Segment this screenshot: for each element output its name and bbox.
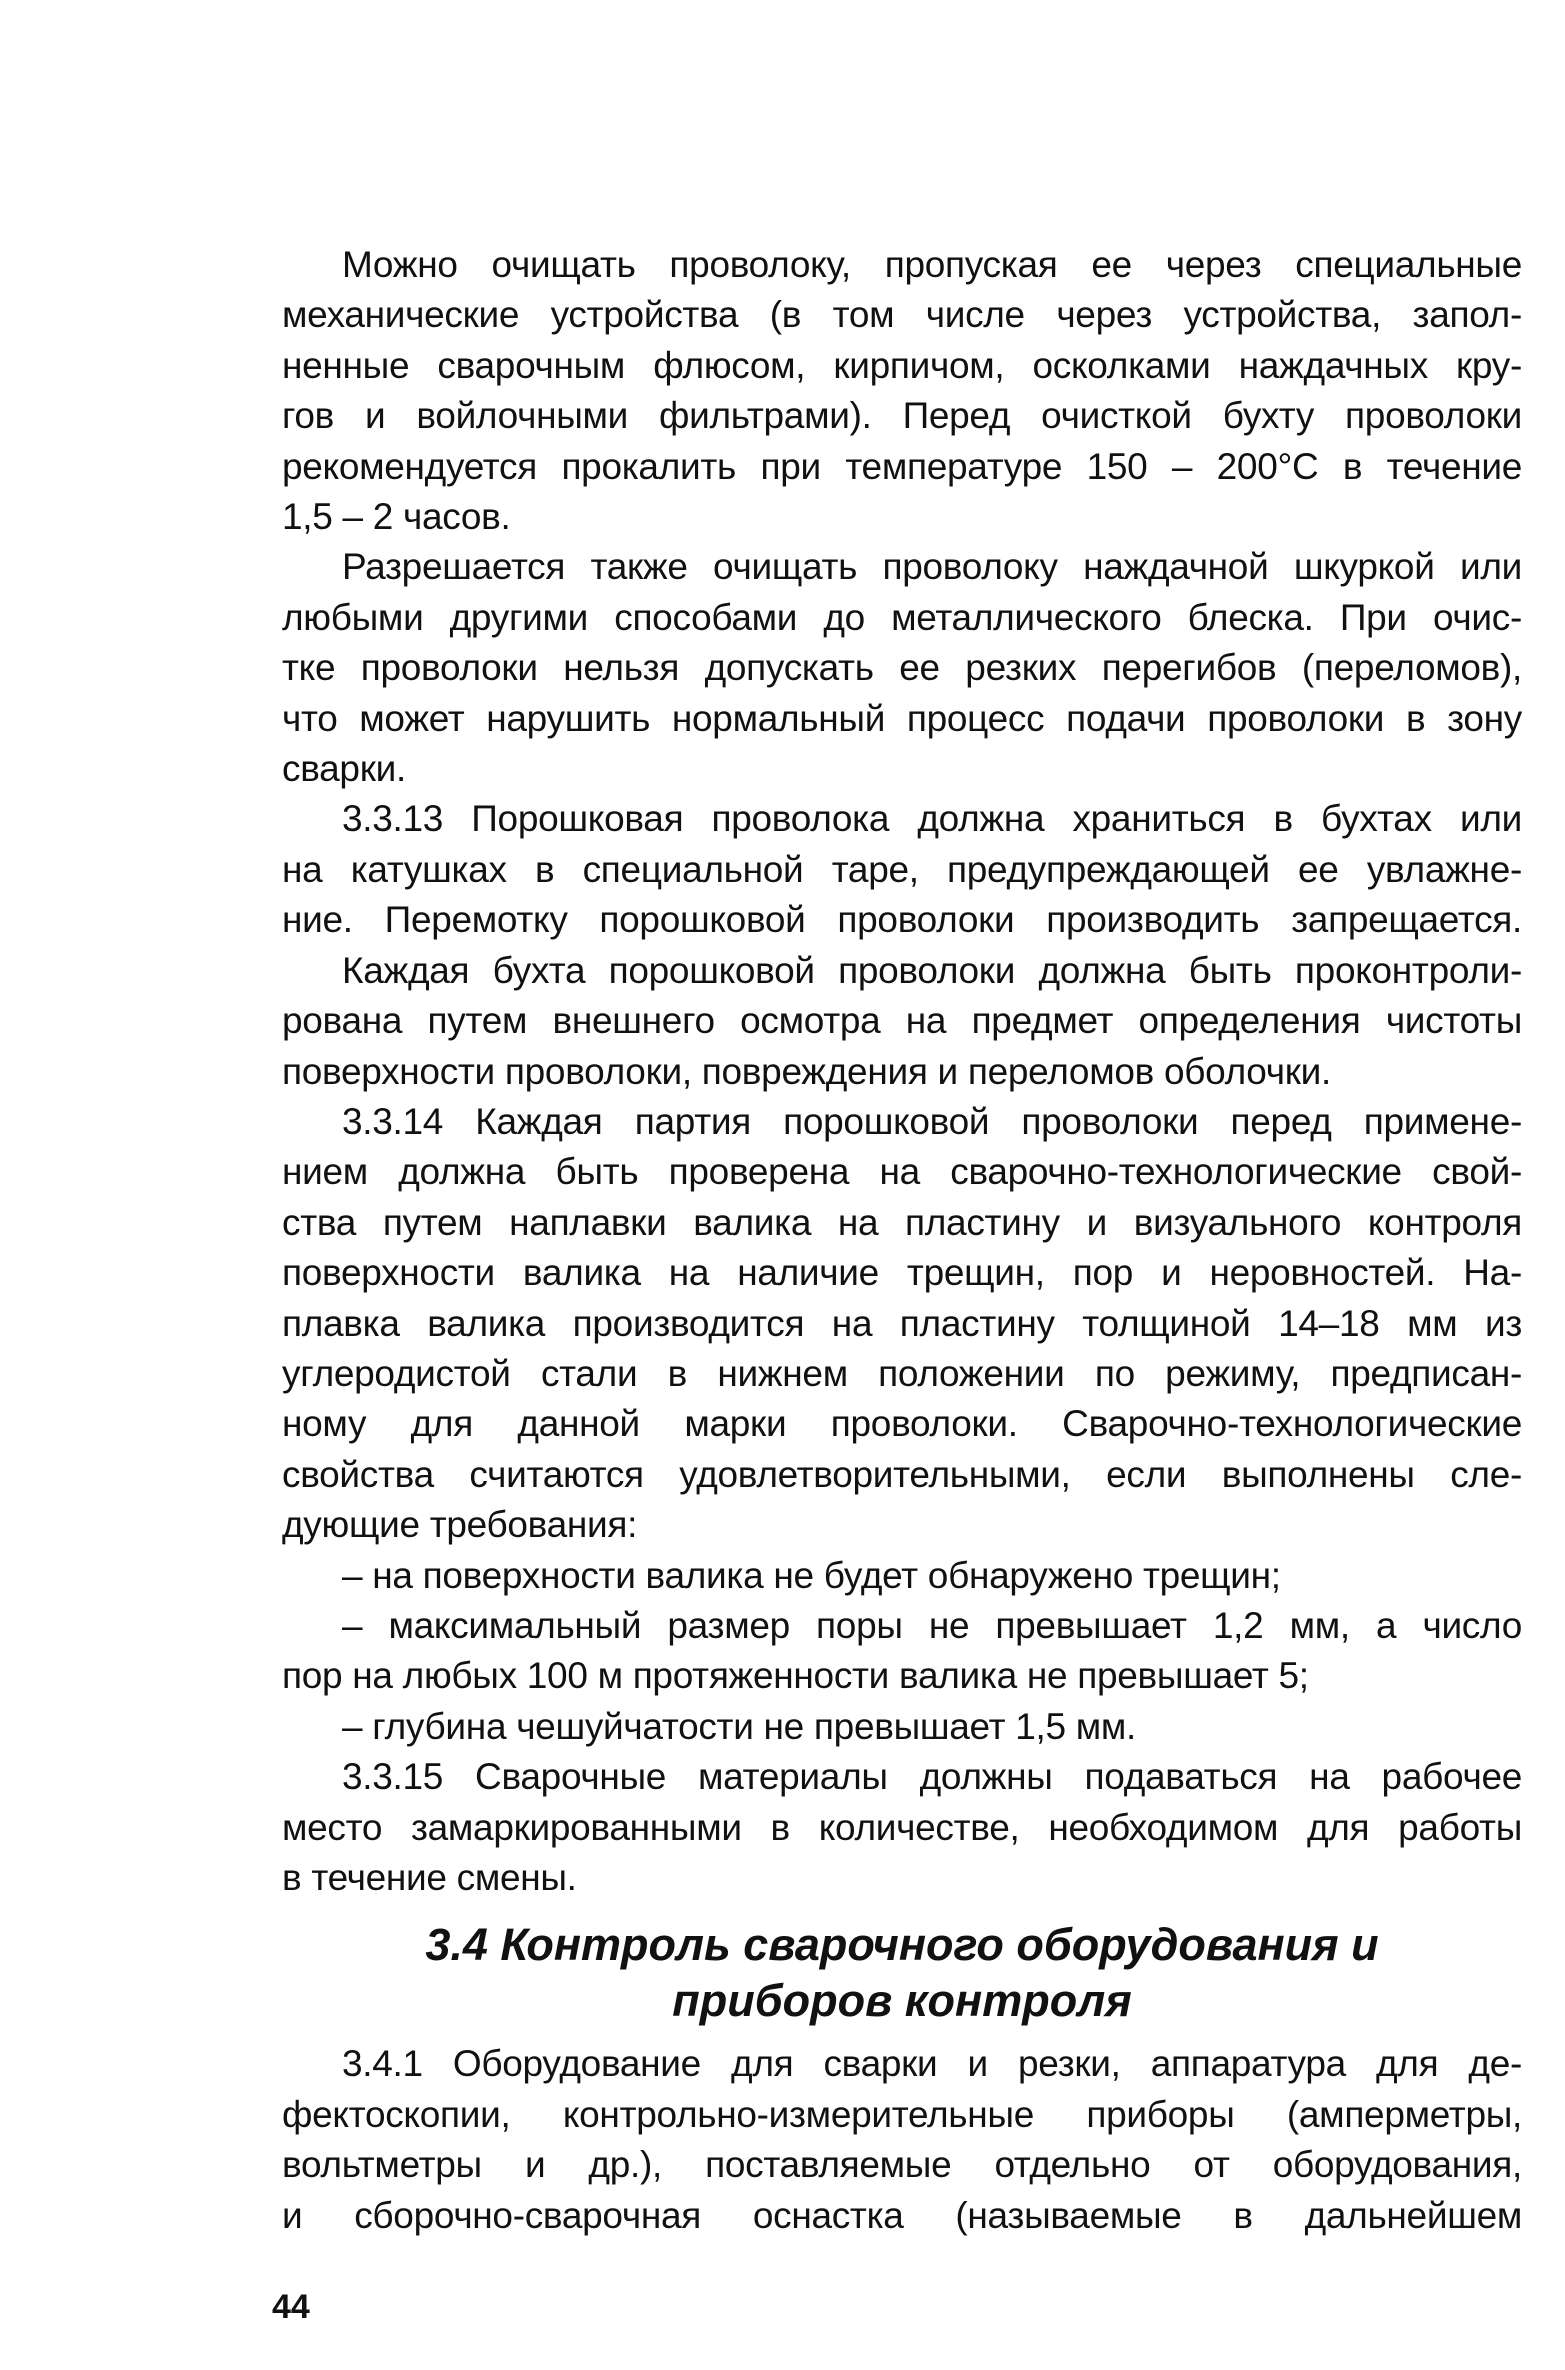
text-line: гов и войлочными фильтрами). Перед очисткой бухту проволоки [282,395,1522,437]
heading-line: 3.4 Контроль сварочного оборудования и [425,1919,1379,1971]
text-line: ненные сварочным флюсом, кирпичом, осколками наждачных кру- [282,344,1522,386]
text-line: что может нарушить нормальный процесс подачи проволоки в зону [282,697,1522,739]
text-line: любыми другими способами до металлического блеска. При очис- [282,596,1522,638]
text-line: ние. Перемотку порошковой проволоки производить запрещается. [282,899,1522,941]
text-line: – на поверхности валика не будет обнаружено трещин; [342,1554,1281,1596]
text-line: 3.3.14 Каждая партия порошковой проволоки перед примене- [342,1100,1522,1142]
paragraph-3-3-13 [282,794,1522,945]
requirement-scaling-depth [282,1702,1522,1752]
text-line: ства путем наплавки валика на пластину и визуального контроля [282,1201,1522,1243]
text-line: поверхности проволоки, повреждения и переломов оболочки. [282,1050,1331,1092]
heading-line: приборов контроля [672,1975,1132,2027]
text-line: 3.3.13 Порошковая проволока должна храниться в бухтах или [342,798,1522,840]
text-line: 3.4.1 Оборудование для сварки и резки, аппаратура для де- [342,2043,1522,2085]
text-line: вольтметры и др.), поставляемые отдельно от оборудования, [282,2144,1522,2186]
text-line: Разрешается также очищать проволоку наждачной шкуркой или [342,546,1522,588]
text-line: плавка валика производится на пластину толщиной 14–18 мм из [282,1302,1522,1344]
page-content [282,240,1522,2241]
paragraph-3-4-1 [282,2039,1522,2241]
text-line: – максимальный размер поры не превышает 1,2 мм, а число [342,1604,1522,1646]
text-line: рекомендуется прокалить при температуре 150 – 200°С в течение [282,445,1522,487]
text-line: в течение смены. [282,1857,577,1898]
text-line: поверхности валика на наличие трещин, пор и неровностей. На- [282,1252,1522,1294]
text-line: рована путем внешнего осмотра на предмет определения чистоты [282,1000,1522,1042]
text-line: на катушках в специальной таре, предупреждающей ее увлажне- [282,848,1522,890]
text-line: пор на любых 100 м протяженности валика не превышает 5; [282,1655,1309,1697]
text-line: дующие требования: [282,1504,638,1546]
text-line: свойства считаются удовлетворительными, если выполнены сле- [282,1453,1522,1495]
text-line: механические устройства (в том числе через устройства, запол- [282,294,1522,336]
section-heading-3-4 [282,1917,1522,2029]
text-line: углеродистой стали в нижнем положении по режиму, предписан- [282,1352,1522,1394]
text-line: и сборочно-сварочная оснастка (называемые в дальнейшем [282,2194,1522,2236]
paragraph-wire-cleaning-devices [282,240,1522,542]
text-line: тке проволоки нельзя допускать ее резких перегибов (переломов), [282,647,1522,689]
paragraph-3-3-15 [282,1752,1522,1903]
text-line: сварки. [282,748,406,790]
requirement-pore-size [282,1601,1522,1702]
page-number: 44 [272,2288,310,2326]
text-line: 1,5 – 2 часов. [282,496,511,538]
text-line: Можно очищать проволоку, пропуская ее через специальные [342,244,1522,285]
text-line: 3.3.15 Сварочные материалы должны подаваться на рабочее [342,1756,1522,1798]
text-line: фектоскопии, контрольно-измерительные приборы (амперметры, [282,2093,1522,2135]
paragraph-coil-inspection [282,946,1522,1097]
text-line: Каждая бухта порошковой проволоки должна быть проконтроли- [342,949,1522,991]
paragraph-sandpaper-cleaning [282,542,1522,794]
text-line: – глубина чешуйчатости не превышает 1,5 мм. [342,1705,1136,1747]
text-line: ному для данной марки проволоки. Сварочно-технологические [282,1403,1522,1445]
requirement-no-cracks [282,1551,1522,1601]
text-line: место замаркированными в количестве, необходимом для работы [282,1806,1522,1848]
text-line: нием должна быть проверена на сварочно-технологические свой- [282,1151,1522,1193]
paragraph-3-3-14 [282,1097,1522,1551]
